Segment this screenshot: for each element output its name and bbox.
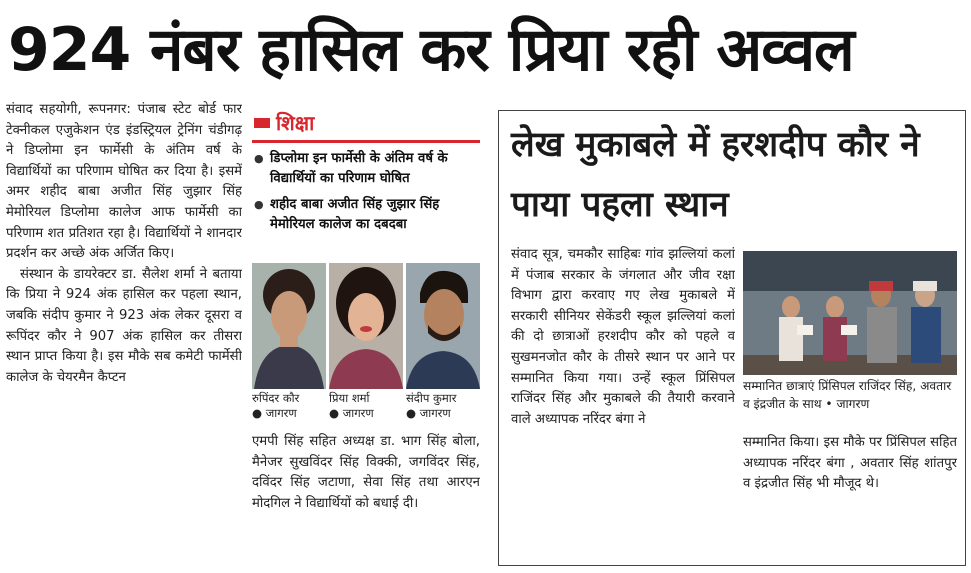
highlights-list <box>252 149 480 235</box>
award-photo-caption: सम्मानित छात्राएं प्रिंसिपल राजिंदर सिंह, अवतार व इंद्रजीत के साथ • जागरण <box>743 379 952 411</box>
student-photo-rupinder <box>252 263 326 389</box>
caption-credit: ● जागरण <box>252 406 297 420</box>
main-headline: 924 नंबर हासिल कर प्रिया रही अव्वल <box>8 15 854 85</box>
student-photo-sandeep <box>406 263 480 389</box>
caption-credit: ● जागरण <box>406 406 451 420</box>
highlight-item: ● डिप्लोमा इन फार्मेसी के अंतिम वर्ष के विद्यार्थियों का परिणाम घोषित <box>252 149 480 189</box>
highlights-box <box>252 108 480 260</box>
photo-caption <box>329 391 405 421</box>
article-paragraph-3: एमपी सिंह सहित अध्यक्ष डा. भाग सिंह बोला, मैनेजर सुखविंदर सिंह विक्की, जगविंदर सिंह, दविंदर सिंह जटाणा, सेवा सिंह तथा आरएन मोदगिल ने विद्यार्थियों को बधाई दी। <box>252 434 480 511</box>
caption-name: संदीप कुमार <box>406 391 457 405</box>
left-article-column <box>6 100 242 562</box>
student-photo-priya <box>329 263 403 389</box>
boxed-story-paragraph: संवाद सूत्र, चमकौर साहिबः गांव झल्लियां कलां में पंजाब सरकार के जंगलात और जीव रक्षा विभाग द्वारा करवाए गए लेख मुकाबले में सरकारी सीनियर सेकेंडरी स्कूल झल्लियां कलां की दो छात्राओं हरशदीप कौर को पहले व सुखमनजोत कौर के तीसरे स्थान पर आने पर सम्मानित किया गया। उन्हें स्कूल प्रिंसिपल राजिंदर सिंह और मुकाबले की तैयारी करवाने वाले अध्यापक नरिंदर बंगा ने <box>511 247 735 427</box>
section-divider <box>252 140 480 143</box>
photo-caption <box>406 391 482 421</box>
section-tag: शिक्षा <box>252 108 314 138</box>
caption-name: प्रिया शर्मा <box>329 391 370 405</box>
boxed-story <box>498 110 966 566</box>
middle-article-column <box>252 432 480 564</box>
caption-credit: ● जागरण <box>329 406 374 420</box>
highlight-item: ● शहीद बाबा अजीत सिंह जुझार सिंह मेमोरियल कालेज का दबदबा <box>252 195 480 235</box>
boxed-story-paragraph-2: सम्मानित किया। इस मौके पर प्रिंसिपल सहित अध्यापक नरिंदर बंगा , अवतार सिंह शांतपुर व इंद्रजीत सिंह भी मौजूद थे। <box>743 435 957 492</box>
award-ceremony-photo <box>743 251 957 375</box>
photo-caption <box>252 391 328 421</box>
student-photos <box>252 263 480 423</box>
boxed-story-continuation <box>743 433 957 561</box>
caption-name: रुपिंदर कौर <box>252 391 300 405</box>
boxed-story-text <box>511 245 735 561</box>
article-paragraph-1: संवाद सहयोगी, रूपनगर: पंजाब स्टेट बोर्ड फार टेक्नीकल एजुकेशन एंड इंडस्ट्रियल ट्रेनिंग चंडीगढ़ ने डिप्लोमा इन फार्मेसी के अंतिम वर्ष के विद्यार्थियों का परिणाम घोषित कर दिया है। इसमें अमर शहीद बाबा अजीत सिंह जुझार सिंह मेमोरियल डिप्लोमा कालेज आफ फार्मेसी का परिणाम शत प्रतिशत रहा है। विद्यार्थियों ने शानदार प्रदर्शन कर अच्छे अंक अर्जित किए। <box>6 102 242 262</box>
article-paragraph-2: संस्थान के डायरेक्टर डा. सैलेश शर्मा ने बताया कि प्रिया ने 924 अंक हासिल कर पहला स्थान, जबकि संदीप कुमार ने 923 अंक लेकर दूसरा व रूपिंदर कौर ने 907 अंक हासिल कर तीसरा स्थान प्राप्त किया है। इस मौके सब कमेटी फार्मेसी कालेज के चेयरमैन कैप्टन <box>6 266 242 385</box>
boxed-story-headline: लेख मुकाबले में हरशदीप कौर ने पाया पहला स्थान <box>511 125 920 225</box>
